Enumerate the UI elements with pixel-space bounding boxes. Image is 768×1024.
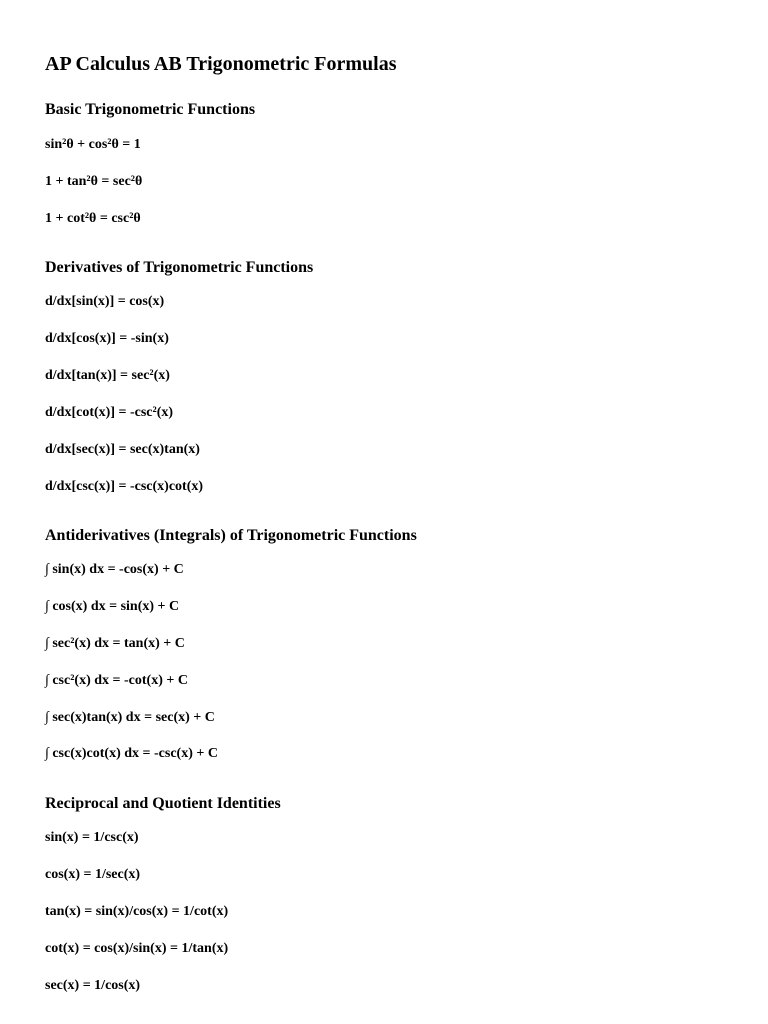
formula-line: d/dx[cos(x)] = -sin(x) <box>45 331 169 346</box>
formula-line: d/dx[sin(x)] = cos(x) <box>45 294 165 309</box>
formula-line: d/dx[csc(x)] = -csc(x)cot(x) <box>45 479 204 494</box>
section-heading-derivatives: Derivatives of Trigonometric Functions <box>45 259 314 276</box>
section-heading-basic: Basic Trigonometric Functions <box>45 101 256 118</box>
formula-line: ∫ csc(x)cot(x) dx = -csc(x) + C <box>45 746 218 761</box>
formula-line: ∫ sec(x)tan(x) dx = sec(x) + C <box>45 710 215 725</box>
formula-line: sin(x) = 1/csc(x) <box>45 830 139 845</box>
formula-line: cos(x) = 1/sec(x) <box>45 867 141 882</box>
page-title: AP Calculus AB Trigonometric Formulas <box>45 53 397 75</box>
formula-line: d/dx[tan(x)] = sec²(x) <box>45 368 170 383</box>
formula-line: d/dx[sec(x)] = sec(x)tan(x) <box>45 442 200 457</box>
formula-line: d/dx[cot(x)] = -csc²(x) <box>45 405 174 420</box>
formula-line: 1 + tan²θ = sec²θ <box>45 174 143 189</box>
formula-line: 1 + cot²θ = csc²θ <box>45 211 141 226</box>
formula-line: tan(x) = sin(x)/cos(x) = 1/cot(x) <box>45 904 229 919</box>
formula-line: ∫ csc²(x) dx = -cot(x) + C <box>45 673 188 688</box>
section-heading-reciprocal: Reciprocal and Quotient Identities <box>45 795 281 812</box>
formula-line: ∫ sin(x) dx = -cos(x) + C <box>45 562 184 577</box>
formula-line: sec(x) = 1/cos(x) <box>45 978 141 993</box>
formula-line: ∫ sec²(x) dx = tan(x) + C <box>45 636 185 651</box>
formula-line: cot(x) = cos(x)/sin(x) = 1/tan(x) <box>45 941 229 956</box>
section-heading-antiderivatives: Antiderivatives (Integrals) of Trigonometric Functions <box>45 527 417 544</box>
formula-line: sin²θ + cos²θ = 1 <box>45 137 141 152</box>
formula-line: ∫ cos(x) dx = sin(x) + C <box>45 599 180 614</box>
